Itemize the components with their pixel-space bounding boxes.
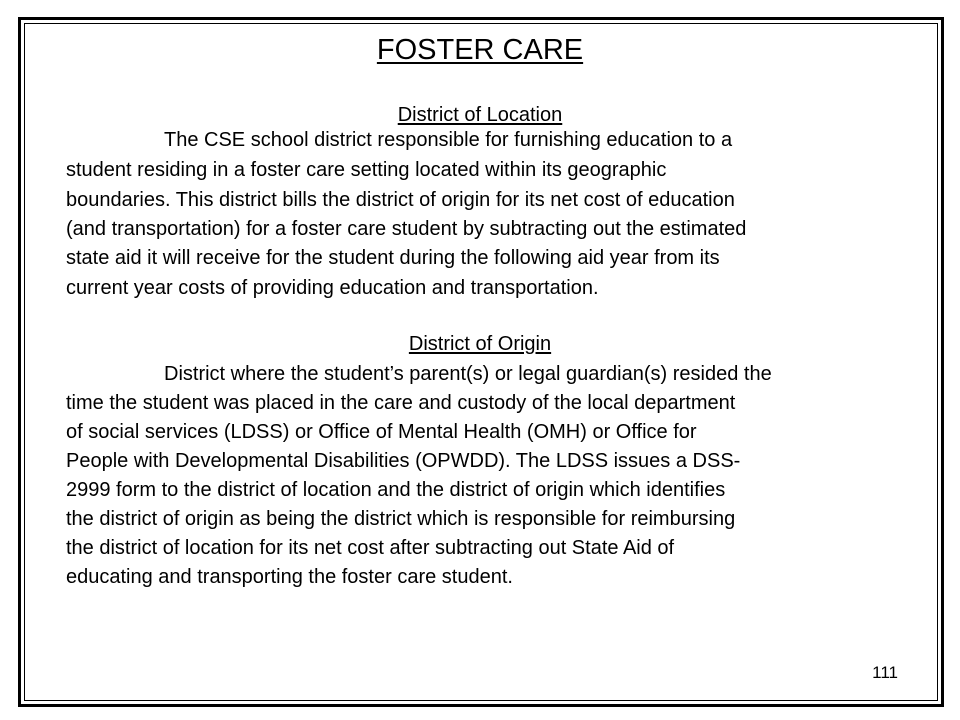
section-heading-district-of-origin: District of Origin	[408, 333, 552, 355]
paragraph-line: state aid it will receive for the student during the following aid year from its	[66, 247, 720, 269]
paragraph-line: of social services (LDSS) or Office of Mental Health (OMH) or Office for	[66, 421, 697, 443]
paragraph-line: The CSE school district responsible for furnishing education to a	[164, 129, 733, 151]
paragraph-line: 2999 form to the district of location and the district of origin which identifies	[66, 479, 726, 501]
paragraph-line: (and transportation) for a foster care student by subtracting out the estimated	[66, 218, 747, 240]
paragraph-line: People with Developmental Disabilities (OPWDD). The LDSS issues a DSS-	[66, 450, 741, 472]
slide-title: FOSTER CARE	[376, 34, 584, 66]
section-heading-district-of-location: District of Location	[397, 104, 563, 126]
paragraph-line: time the student was placed in the care and custody of the local department	[66, 392, 736, 414]
paragraph-line: the district of origin as being the district which is responsible for reimbursing	[66, 508, 736, 530]
page-number: 111	[872, 663, 898, 682]
paragraph-line: student residing in a foster care setting located within its geographic	[66, 159, 667, 181]
paragraph-line: District where the student’s parent(s) or legal guardian(s) resided the	[164, 363, 772, 385]
paragraph-line: boundaries. This district bills the district of origin for its net cost of education	[66, 189, 735, 211]
paragraph-line: educating and transporting the foster care student.	[66, 566, 513, 588]
paragraph-line: the district of location for its net cost after subtracting out State Aid of	[66, 537, 675, 559]
paragraph-line: current year costs of providing education and transportation.	[66, 277, 599, 299]
